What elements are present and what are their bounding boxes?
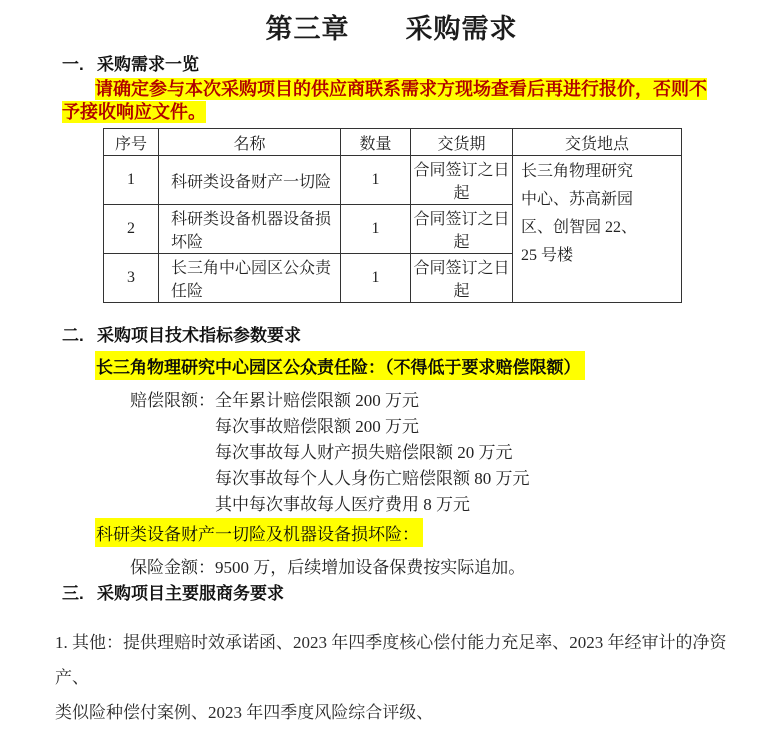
other-requirements-paragraph (55, 625, 755, 730)
cell-serial: 2 (104, 205, 159, 254)
cell-serial: 1 (104, 156, 159, 205)
location-line: 中心、苏高新园 (521, 191, 634, 208)
section-three-heading (62, 583, 783, 605)
cell-delivery: 合同签订之日起 (411, 156, 513, 205)
table-header-row (104, 129, 682, 156)
page-title: 第三章 采购需求 (265, 14, 518, 44)
header-delivery-date: 交货期 (411, 129, 513, 156)
limit-label: 赔偿限额： (130, 391, 215, 410)
location-line: 25 号楼 (521, 247, 574, 264)
cell-delivery: 合同签订之日起 (411, 205, 513, 254)
limit-line: 每次事故每个人人身伤亡赔偿限额 80 万元 (215, 469, 530, 488)
section-three-number: 三. (62, 584, 84, 603)
procurement-table (103, 128, 682, 303)
other-requirements-line: 类似险种偿付案例、2023 年四季度风险综合评级、 (55, 703, 434, 722)
table-row (104, 156, 682, 205)
section-two-label: 采购项目技术指标参数要求 (97, 326, 301, 345)
section-two-number: 二. (62, 326, 84, 345)
section-one-label: 采购需求一览 (97, 55, 199, 74)
limit-line: 其中每次事故每人医疗费用 8 万元 (215, 495, 470, 514)
liability-highlight-wrap (95, 351, 783, 380)
cell-name: 长三角中心园区公众责任险 (159, 254, 341, 303)
location-line: 区、创智园 22、 (521, 219, 638, 236)
section-two-heading (62, 325, 783, 347)
compensation-limits (130, 388, 783, 518)
header-serial: 序号 (104, 129, 159, 156)
cell-name: 科研类设备财产一切险 (159, 156, 341, 205)
section-three-label: 采购项目主要服商务要求 (97, 584, 284, 603)
cell-quantity: 1 (341, 205, 411, 254)
insured-amount: 保险金额：9500 万，后续增加设备保费按实际追加。 (130, 558, 526, 577)
section-one-number: 一. (62, 55, 84, 74)
property-highlight-wrap (95, 518, 783, 547)
property-highlight: 科研类设备财产一切险及机器设备损坏险： (95, 518, 423, 547)
header-name: 名称 (159, 129, 341, 156)
location-line: 长三角物理研究 (521, 163, 634, 180)
liability-highlight: 长三角物理研究中心园区公众责任险：（不得低于要求赔偿限额） (95, 351, 585, 380)
cell-quantity: 1 (341, 156, 411, 205)
limit-line: 每次事故赔偿限额 200 万元 (215, 417, 419, 436)
cell-quantity: 1 (341, 254, 411, 303)
purchase-notice (62, 78, 724, 124)
header-quantity: 数量 (341, 129, 411, 156)
purchase-notice-text: 请确定参与本次采购项目的供应商联系需求方现场查看后再进行报价，否则不予接收响应文件。 (62, 79, 707, 122)
cell-serial: 3 (104, 254, 159, 303)
section-one-heading (62, 54, 783, 76)
cell-name: 科研类设备机器设备损坏险 (159, 205, 341, 254)
cell-delivery: 合同签订之日起 (411, 254, 513, 303)
other-requirements-line: 1. 其他：提供理赔时效承诺函、2023 年四季度核心偿付能力充足率、2023 年经审计的净资产、 (55, 633, 727, 687)
limit-line (130, 388, 783, 414)
limit-line: 每次事故每人财产损失赔偿限额 20 万元 (215, 443, 513, 462)
limit-value: 全年累计赔偿限额 200 万元 (215, 391, 419, 410)
header-delivery-location: 交货地点 (513, 129, 682, 156)
cell-location (513, 156, 682, 303)
